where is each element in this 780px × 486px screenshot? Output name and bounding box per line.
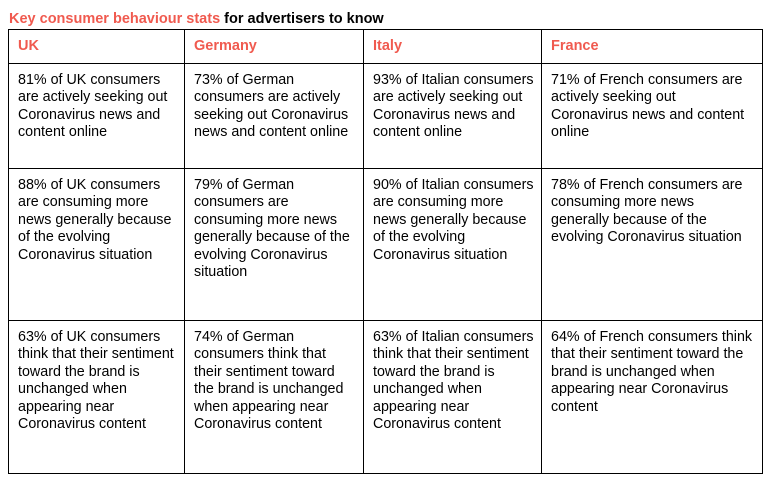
table-row	[9, 169, 763, 321]
consumer-stats-table	[8, 29, 763, 474]
table-cell: 81% of UK consumers are actively seeking out Coronavirus news and content online	[9, 64, 185, 169]
header-cell-france: France	[542, 30, 763, 64]
table-cell: 63% of Italian consumers think that their sentiment toward the brand is unchanged when appearing near Coronavirus content	[364, 321, 542, 474]
table-row	[9, 321, 763, 474]
table-cell: 63% of UK consumers think that their sentiment toward the brand is unchanged when appearing near Coronavirus content	[9, 321, 185, 474]
table-cell: 90% of Italian consumers are consuming more news generally because of the evolving Coronavirus situation	[364, 169, 542, 321]
table-header-row	[9, 30, 763, 64]
header-cell-italy: Italy	[364, 30, 542, 64]
table-cell: 71% of French consumers are actively seeking out Coronavirus news and content online	[542, 64, 763, 169]
table-cell: 73% of German consumers are actively seeking out Coronavirus news and content online	[185, 64, 364, 169]
title-highlight: Key consumer behaviour stats	[9, 11, 221, 27]
table-cell: 79% of German consumers are consuming more news generally because of the evolving Coronavirus situation	[185, 169, 364, 321]
table-cell: 93% of Italian consumers are actively seeking out Coronavirus news and content online	[364, 64, 542, 169]
document-title	[9, 10, 384, 28]
table-cell: 64% of French consumers think that their sentiment toward the brand is unchanged when appearing near Coronavirus content	[542, 321, 763, 474]
table-cell: 74% of German consumers think that their sentiment toward the brand is unchanged when appearing near Coronavirus content	[185, 321, 364, 474]
header-cell-germany: Germany	[185, 30, 364, 64]
table-cell: 78% of French consumers are consuming more news generally because of the evolving Coronavirus situation	[542, 169, 763, 321]
title-rest: for advertisers to know	[220, 11, 384, 27]
table-cell: 88% of UK consumers are consuming more news generally because of the evolving Coronavirus situation	[9, 169, 185, 321]
header-cell-uk: UK	[9, 30, 185, 64]
table-row	[9, 64, 763, 169]
